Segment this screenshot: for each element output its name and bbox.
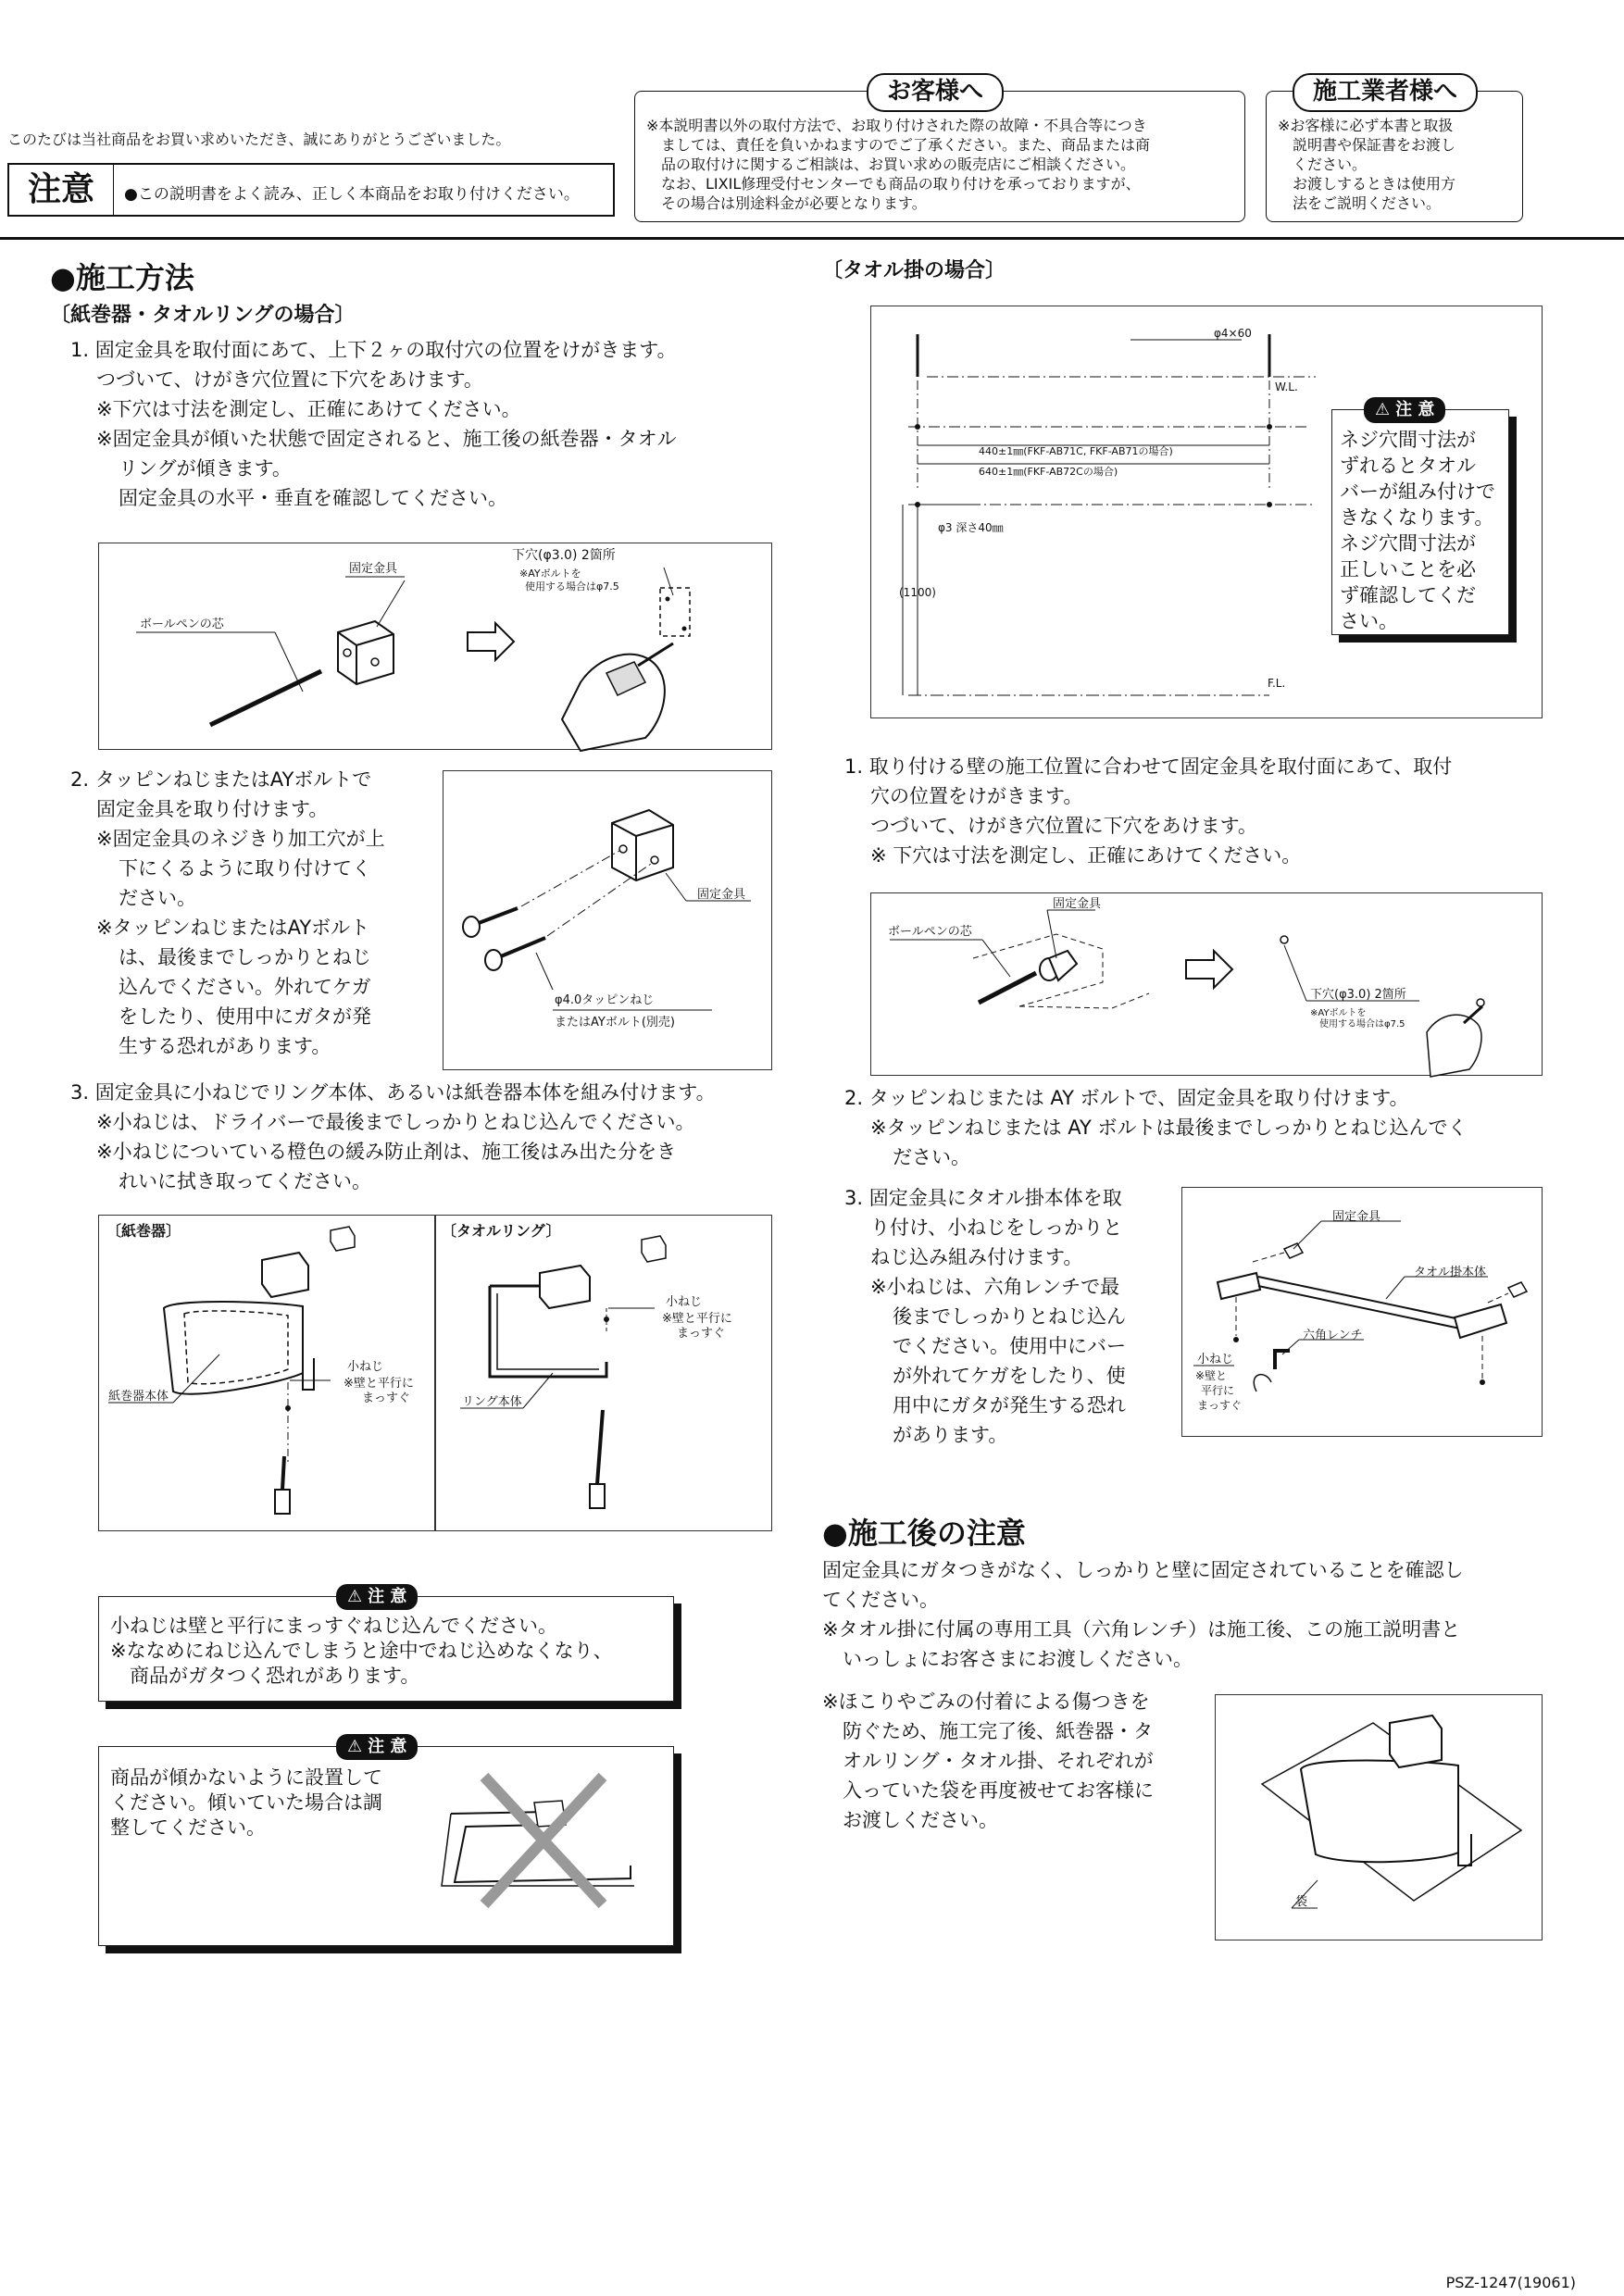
label-bag: 袋 [1295, 1895, 1308, 1909]
label-pen: ボールペンの芯 [140, 618, 224, 631]
step-line: 後までしっかりとねじ込ん [893, 1305, 1126, 1328]
installer-line: お渡しするときは使用方 [1293, 175, 1456, 193]
label-para2: まっすぐ [362, 1391, 411, 1405]
step-line: ※下穴は寸法を測定し、正確にあけてください。 [96, 398, 521, 420]
step-line: れいに拭き取ってください。 [119, 1170, 371, 1192]
caution-label: ⚠ 注 意 [336, 1734, 418, 1760]
step-line: り付け、小ねじをしっかりと [870, 1217, 1123, 1239]
customer-title: お客様へ [867, 73, 1004, 112]
step-line: ねじ込み組み付けます。 [870, 1246, 1083, 1268]
right-step3 [844, 1183, 1126, 1450]
step-line: をしたり、使用中にガタが発 [119, 1005, 371, 1028]
right-step1 [844, 752, 1452, 870]
label-ay2: 使用する場合はφ7.5 [1319, 1019, 1405, 1029]
step-line: ※ 下穴は寸法を測定し、正確にあけてください。 [870, 844, 1302, 867]
method-heading: ●施工方法 [50, 260, 194, 295]
left-step1 [70, 335, 677, 513]
step-line: が外れてケガをしたり、使 [893, 1365, 1126, 1387]
note-line: 固定金具にガタつきがなく、しっかりと壁に固定されていることを確認し [822, 1559, 1464, 1581]
note-line: 入っていた袋を再度被せてお客様に [843, 1779, 1154, 1802]
label-note3: まっすぐ [1197, 1399, 1243, 1412]
caution-text: 商品が傾かないように設置して ください。傾いていた場合は調 整してください。 [110, 1766, 382, 1839]
step-line: ださい。 [893, 1146, 970, 1168]
note-line: てください。 [822, 1589, 939, 1611]
step-line: 生する恐れがあります。 [119, 1035, 331, 1057]
note-line: お渡しください。 [843, 1809, 998, 1831]
step-line: ※タッピンねじまたはAYボルト [96, 917, 370, 939]
step-line: 1. 固定金具を取付面にあて、上下２ヶの取付穴の位置をけがきます。 [70, 339, 677, 361]
after-notes [822, 1555, 1464, 1674]
figure-attach-bracket [443, 770, 772, 1070]
left-step3 [70, 1078, 716, 1196]
label-pen: ボールペンの芯 [888, 925, 972, 939]
label-screw: 小ねじ [347, 1360, 384, 1374]
label-ring-body: リング本体 [462, 1395, 522, 1409]
step-line: 2. タッピンねじまたはAYボルトで [70, 768, 372, 791]
label-para1: ※壁と平行に [662, 1312, 732, 1326]
installer-line: 法をご説明ください。 [1293, 194, 1442, 212]
header-rule [0, 237, 1624, 240]
note-line: いっしょにお客さまにお渡しください。 [843, 1648, 1193, 1670]
figure-assemble [98, 1215, 772, 1531]
warning-icon: ⚠ [347, 1737, 363, 1756]
step-line: リングが傾きます。 [119, 457, 292, 480]
label-wl: W.L. [1275, 381, 1298, 393]
label-ay1: ※AYボルトを [519, 568, 581, 580]
label-bracket: 固定金具 [349, 562, 398, 576]
caution-text: 小ねじは壁と平行にまっすぐねじ込んでください。 ※ななめにねじ込んでしまうと途中でねじ込めなくなり、 商品がガタつく恐れがあります。 [110, 1615, 613, 1687]
label-para2: まっすぐ [677, 1327, 726, 1341]
caution-label: ⚠ 注 意 [336, 1584, 418, 1610]
step-line: 3. 固定金具にタオル掛本体を取 [844, 1187, 1122, 1209]
paper-ring-subheading: 〔紙巻器・タオルリングの場合〕 [50, 304, 356, 327]
document-code: PSZ-1247(19061) [1445, 2274, 1576, 2291]
step-line: ※固定金具が傾いた状態で固定されると、施工後の紙巻器・タオル [96, 428, 677, 450]
label-paper-title: 〔紙巻器〕 [106, 1222, 181, 1240]
notice-text: ●この説明書をよく読み、正しく本商品をお取り付けください。 [124, 185, 580, 204]
warning-icon: ⚠ [1375, 400, 1391, 419]
warning-icon: ⚠ [347, 1587, 363, 1606]
note-line: ※タオル掛に付属の専用工具（六角レンチ）は施工後、この施工説明書と [822, 1618, 1461, 1641]
figure-bag-drawing [1216, 1695, 1543, 1941]
step-line: は、最後までしっかりとねじ [119, 946, 371, 968]
note-line: 防ぐため、施工完了後、紙巻器・タ [843, 1720, 1154, 1742]
notice-word: 注意 [9, 165, 114, 215]
label-d440: 440±1㎜(FKF-AB71C, FKF-AB71の場合) [979, 445, 1173, 457]
label-body: タオル掛本体 [1414, 1266, 1487, 1279]
installer-line: ※お客様に必ず本書と取扱 [1278, 117, 1454, 134]
label-d640: 640±1㎜(FKF-AB72Cの場合) [979, 466, 1118, 478]
label-ay1: ※AYボルトを [1310, 1008, 1367, 1018]
step-line: 2. タッピンねじまたは AY ボルトで、固定金具を取り付けます。 [844, 1087, 1409, 1109]
left-step2 [70, 765, 385, 1061]
label-phi3: φ3 深さ40㎜ [938, 521, 1004, 534]
step-line: 固定金具の水平・垂直を確認してください。 [119, 487, 507, 509]
figure-towel-marking-drawing [871, 893, 1543, 1077]
label-wrench: 六角レンチ [1303, 1329, 1363, 1342]
label-bracket: 固定金具 [697, 888, 746, 902]
installer-line: 説明書や保証書をお渡し [1293, 136, 1456, 154]
step-line: ※小ねじは、ドライバーで最後までしっかりとねじ込んでください。 [96, 1111, 695, 1133]
customer-line: ※本説明書以外の取付方法で、お取り付けされた際の故障・不具合等につき [646, 117, 1147, 134]
label-bracket: 固定金具 [1053, 897, 1102, 911]
caution-label: ⚠ 注 意 [1364, 397, 1445, 423]
label-phi: φ4×60 [1214, 327, 1252, 340]
caution-level [98, 1737, 674, 1946]
customer-line: なお、LIXIL修理受付センターでも商品の取り付けを承っておりますが、 [661, 175, 1141, 193]
figure-towel-assemble [1181, 1187, 1543, 1437]
figure-marking-drawing [99, 543, 773, 751]
label-1100: (1100) [899, 586, 936, 599]
step-line: 用中にガタが発生する恐れ [893, 1394, 1126, 1416]
step-line: 込んでください。外れてケガ [119, 976, 371, 998]
label-ay2: 使用する場合はφ7.5 [525, 580, 619, 593]
step-line: 固定金具を取り付けます。 [96, 798, 329, 820]
step-line: ※タッピンねじまたは AY ボルトは最後までしっかりとねじ込んでく [870, 1117, 1468, 1139]
figure-assemble-drawing [99, 1216, 773, 1532]
label-screw1: φ4.0タッピンねじ [555, 993, 655, 1007]
caution-text: ネジ穴間寸法が ずれるとタオル バーが組み付けで きなくなります。 ネジ穴間寸法が 正しいことを必 ず確認してくだ さい。 [1340, 429, 1495, 632]
caution-hole-spacing [1331, 400, 1509, 635]
customer-line: 品の取付けに関するご相談は、お買い求めの販売店にご相談ください。 [661, 156, 1136, 173]
step-line: があります。 [893, 1424, 1008, 1446]
figure-marking-drilling [98, 543, 772, 750]
label-hole: 下穴(φ3.0) 2箇所 [1310, 988, 1406, 1002]
customer-notice [634, 78, 1245, 222]
customer-line: その場合は別途料金が必要となります。 [661, 194, 927, 212]
label-paper-body: 紙巻器本体 [108, 1390, 169, 1404]
step-line: ※小ねじについている橙色の緩み防止剤は、施工後はみ出た分をき [96, 1141, 677, 1163]
after-notes-bag [822, 1687, 1154, 1835]
label-screw: 小ねじ [1197, 1353, 1234, 1366]
step-line: 下にくるように取り付けてく [119, 857, 371, 880]
tilted-ring-drawing [99, 1747, 675, 1947]
thanks-text: このたびは当社商品をお買い求めいただき、誠にありがとうございました。 [7, 131, 511, 148]
towel-bar-subheading: 〔タオル掛の場合〕 [822, 259, 1006, 282]
right-step2 [844, 1083, 1468, 1172]
label-hole: 下穴(φ3.0) 2箇所 [512, 548, 616, 563]
after-heading: ●施工後の注意 [822, 1516, 1026, 1551]
figure-bag [1215, 1694, 1543, 1940]
step-line: ださい。 [119, 887, 196, 909]
label-screw: 小ねじ [666, 1295, 703, 1309]
step-line: 3. 固定金具に小ねじでリング本体、あるいは紙巻器本体を組み付けます。 [70, 1081, 716, 1104]
step-line: ※固定金具のネジきり加工穴が上 [96, 828, 385, 850]
step-line: つづいて、けがき穴位置に下穴をあけます。 [96, 368, 483, 391]
label-ring-title: 〔タオルリング〕 [442, 1222, 561, 1240]
customer-line: ましては、責任を負いかねますのでご了承ください。また、商品または商 [661, 136, 1151, 154]
note-line: ※ほこりやごみの付着による傷つきを [822, 1691, 1150, 1713]
step-line: ※小ねじは、六角レンチで最 [870, 1276, 1120, 1298]
label-fl: F.L. [1268, 677, 1286, 690]
figure-towel-marking [870, 892, 1543, 1076]
label-screw2: またはAYボルト(別売) [555, 1016, 675, 1029]
step-line: でください。使用中にバー [893, 1335, 1126, 1357]
label-note2: 平行に [1201, 1384, 1235, 1397]
note-line: オルリング・タオル掛、それぞれが [843, 1750, 1154, 1772]
installer-title: 施工業者様へ [1293, 73, 1478, 112]
installer-notice [1266, 78, 1523, 222]
label-note1: ※壁と [1195, 1369, 1228, 1382]
step-line: 1. 取り付ける壁の施工位置に合わせて固定金具を取付面にあて、取付 [844, 755, 1453, 778]
caution-screw-straight [98, 1587, 674, 1702]
step-line: つづいて、けがき穴位置に下穴をあけます。 [870, 815, 1257, 837]
step-line: 穴の位置をけがきます。 [870, 785, 1083, 807]
installer-line: ください。 [1293, 156, 1368, 173]
label-para1: ※壁と平行に [344, 1377, 414, 1391]
label-bracket: 固定金具 [1332, 1210, 1381, 1224]
notice-box [7, 163, 615, 217]
